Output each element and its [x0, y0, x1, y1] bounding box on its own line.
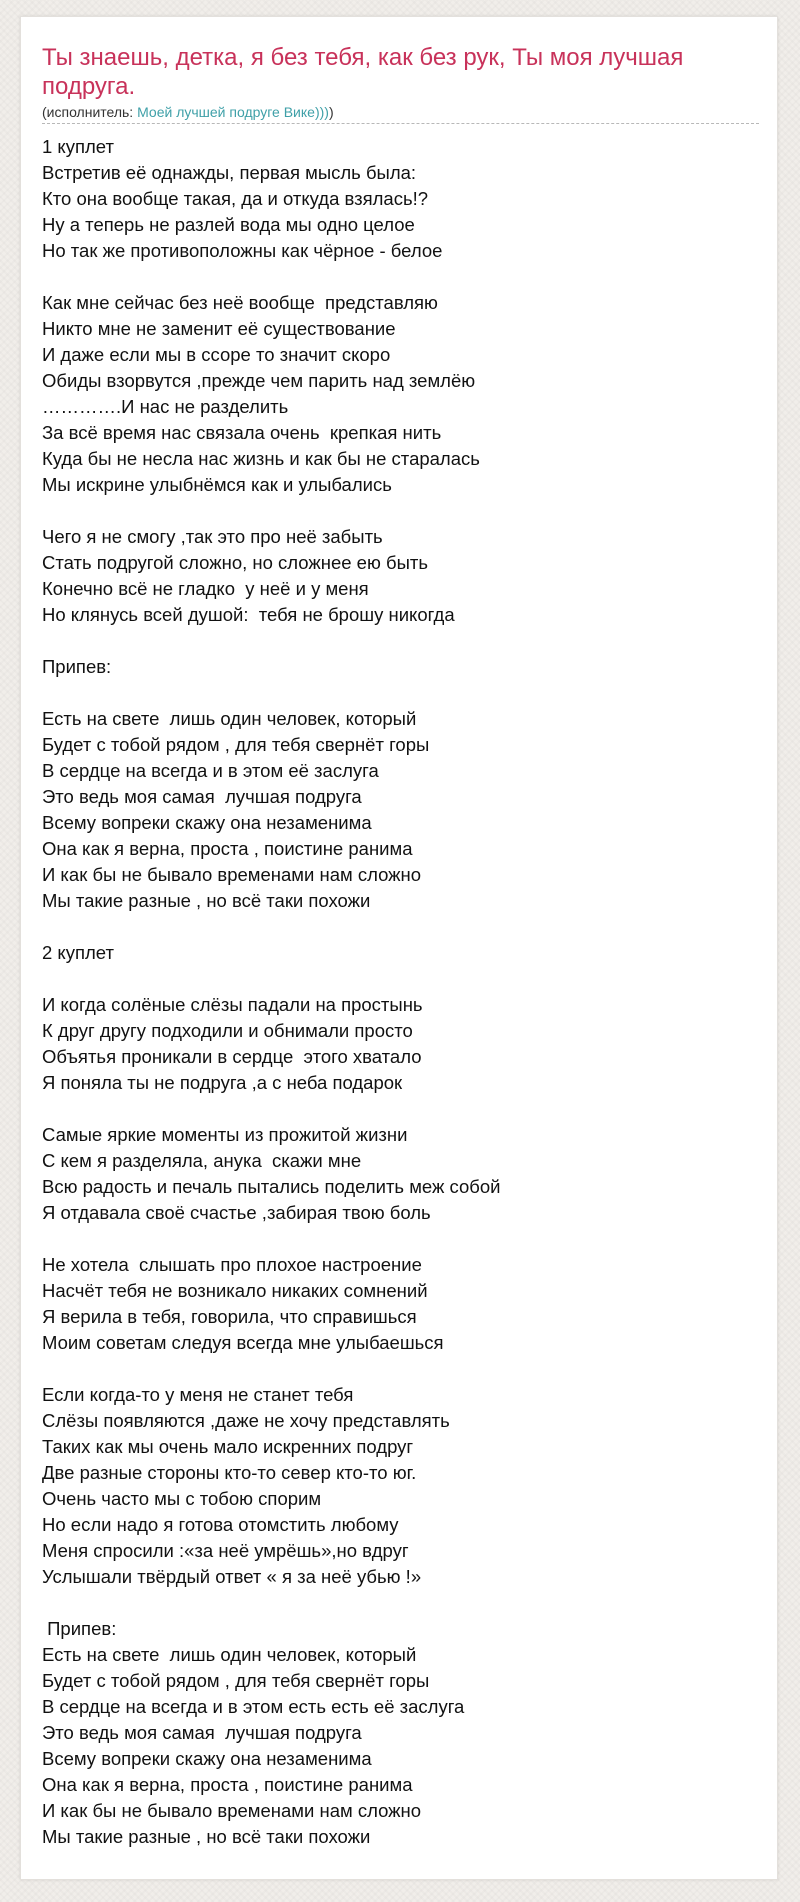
performer-prefix: (исполнитель: [42, 104, 138, 120]
performer-line [42, 103, 762, 121]
song-title: Ты знаешь, детка, я без тебя, как без рук, Ты моя лучшая подруга. [42, 44, 684, 100]
lyrics-text: 1 куплет Встретив её однажды, первая мысль была: Кто она вообще такая, да и откуда взялась!? Ну а теперь не разлей вода мы одно целое Но так же противоположны как чёрное - белое Как мне сейчас без неё вообще представляю Никто мне не заменит её существование И даже если мы в ссоре то значит скоро Обиды взорвутся ,прежде чем парить над землёю ………….И нас не разделить За всё время нас связала очень крепкая нить Куда бы не несла нас жизнь и как бы не старалась Мы искрине улыбнёмся как и улыбались Чего я не смогу ,так это про неё забыть Стать подругой сложно, но сложнее ею быть Конечно всё не гладко у неё и у меня Но клянусь всей душой: тебя не брошу никогда Припев: Есть на свете лишь один человек, который Будет с тобой рядом , для тебя свернёт горы В сердце на всегда и в этом её заслуга Это ведь моя самая лучшая подруга Всему вопреки скажу она незаменима Она как я верна, проста , поистине ранима И как бы не бывало временами нам сложно Мы такие разные , но всё таки похожи 2 куплет И когда солёные слёзы падали на простынь К друг другу подходили и обнимали просто Объятья проникали в сердце этого хватало Я поняла ты не подруга ,а с неба подарок Самые яркие моменты из прожитой жизни С кем я разделяла, анука скажи мне Всю радость и печаль пытались поделить меж собой Я отдавала своё счастье ,забирая твою боль Не хотела слышать про плохое настроение Насчёт тебя не возникало никаких сомнений Я верила в тебя, говорила, что справишься Моим советам следуя всегда мне улыбаешься Если когда-то у меня не станет тебя Слёзы появляются ,даже не хочу представлять Таких как мы очень мало искренних подруг Две разные стороны кто-то север кто-то юг. Очень часто мы с тобою спорим Но если надо я готова отомстить любому Меня спросили :«за неё умрёшь»,но вдруг Услышали твёрдый ответ « я за неё убью !» Припев: Есть на свете лишь один человек, который Будет с тобой рядом , для тебя свернёт горы В сердце на всегда и в этом есть есть её заслуга Это ведь моя самая лучшая подруга Всему вопреки скажу она незаменима Она как я верна, проста , поистине ранима И как бы не бывало временами нам сложно Мы такие разные , но всё таки похожи [42, 136, 501, 1847]
lyrics-card [20, 16, 778, 1880]
title-divider [42, 123, 759, 124]
performer-link[interactable]: Моей лучшей подруге Вике))) [137, 104, 329, 120]
performer-suffix: ) [328, 104, 334, 120]
